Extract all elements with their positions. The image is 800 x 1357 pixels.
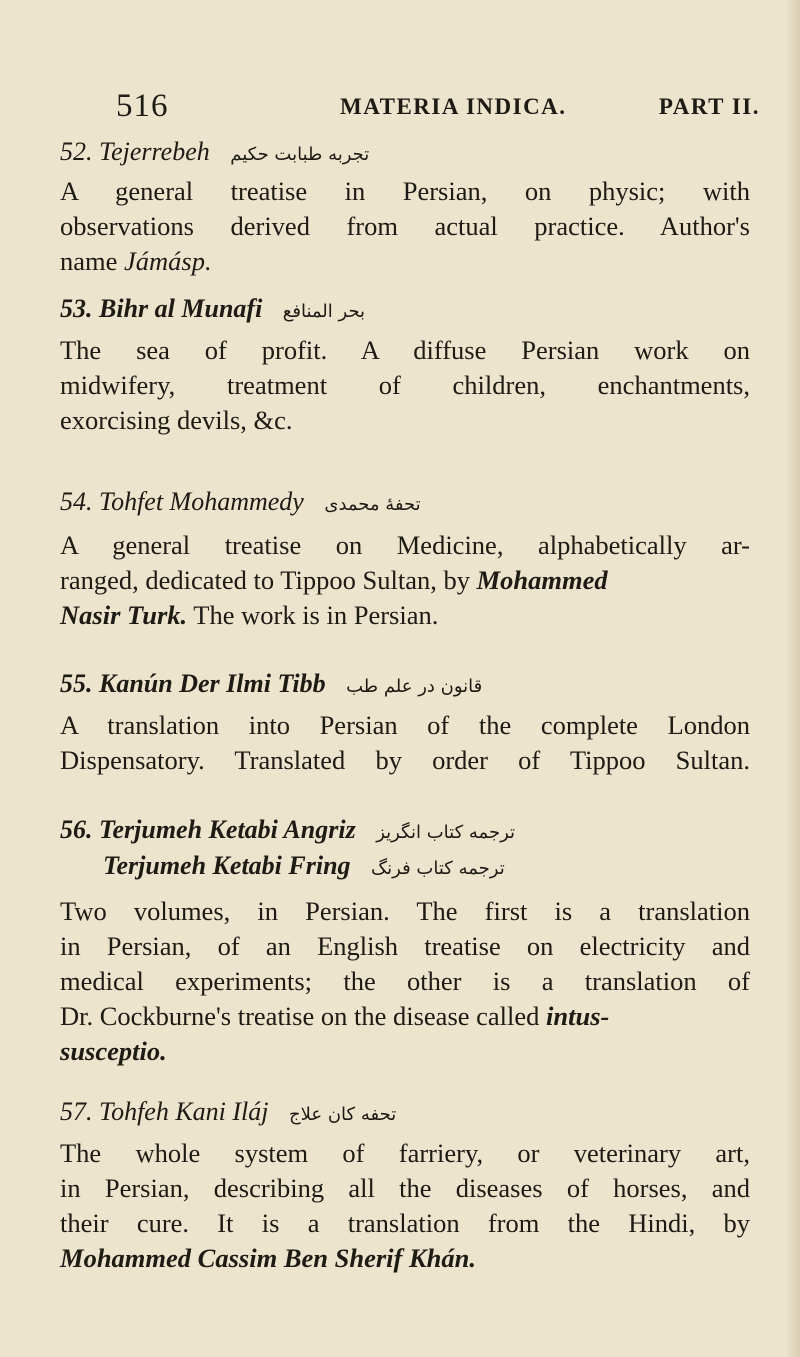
- text-line: A general treatise in Persian, on physic; with: [60, 176, 750, 206]
- arabic-title: ترجمه كتاب انگریز: [376, 822, 516, 843]
- disease-term-cont: susceptio.: [60, 1036, 167, 1066]
- entry-title: [60, 668, 482, 703]
- entry-number: 54.: [60, 487, 93, 516]
- part-label: PART II.: [658, 94, 760, 119]
- arabic-title: تحفهٔ محمدی: [324, 494, 421, 515]
- entry-number: 55.: [60, 669, 93, 698]
- entry-title: [60, 1096, 396, 1131]
- entry-name: Tohfet Mohammedy: [99, 487, 304, 516]
- entry-name: Tohfeh Kani Iláj: [99, 1097, 269, 1126]
- text-line: A translation into Persian of the complete London: [60, 710, 750, 740]
- entry-name: Tejerrebeh: [99, 137, 210, 166]
- arabic-title: بحر المنافع: [282, 301, 366, 322]
- entry-name-second: Terjumeh Ketabi Fring: [103, 851, 351, 880]
- entry-name: Kanún Der Ilmi Tibb: [99, 669, 326, 698]
- running-header: [116, 88, 766, 128]
- text-line: ranged, dedicated to Tippoo Sultan, by: [60, 565, 477, 595]
- entry-title: [60, 486, 421, 521]
- running-title: MATERIA INDICA.: [340, 94, 567, 119]
- author-name: Mohammed: [476, 565, 608, 595]
- disease-term: intus-: [546, 1001, 610, 1031]
- text-line: midwifery, treatment of children, enchantments,: [60, 370, 750, 400]
- entry-number: 57.: [60, 1097, 93, 1126]
- text-line: The work is in Persian.: [187, 600, 439, 630]
- text-line: name: [60, 246, 125, 276]
- text-line: their cure. It is a translation from the Hindi, by: [60, 1208, 750, 1238]
- entry-number: 52.: [60, 137, 93, 166]
- author-name: Mohammed Cassim Ben Sherif Khán.: [60, 1243, 477, 1273]
- entry-title-second: [103, 850, 505, 885]
- text-line: observations derived from actual practice. Author's: [60, 211, 750, 241]
- arabic-title: تحفه كان علاج: [289, 1104, 397, 1125]
- page-number: 516: [116, 88, 169, 124]
- entry-description: [60, 894, 750, 1069]
- text-line: Dr. Cockburne's treatise on the disease called: [60, 1001, 547, 1031]
- text-line: The whole system of farriery, or veterinary art,: [60, 1138, 750, 1168]
- text-line: in Persian, describing all the diseases of horses, and: [60, 1173, 750, 1203]
- text-line: Dispensatory. Translated by order of Tippoo Sultan.: [60, 745, 750, 775]
- entry-number: 53.: [60, 294, 93, 323]
- page-edge-shadow: [786, 0, 800, 1357]
- entry-name: Terjumeh Ketabi Angriz: [99, 815, 356, 844]
- entry-description: [60, 1136, 750, 1276]
- entry-title: [60, 136, 369, 171]
- arabic-title-second: ترجمه كتاب فرنگ: [371, 858, 505, 879]
- entry-description: [60, 333, 750, 438]
- entry-title: [60, 814, 515, 849]
- text-line: exorcising devils, &c.: [60, 405, 293, 435]
- entry-name: Bihr al Munafi: [99, 294, 263, 323]
- text-line: Two volumes, in Persian. The first is a translation: [60, 896, 750, 926]
- text-line: medical experiments; the other is a translation of: [60, 966, 750, 996]
- author-name: Jámásp.: [124, 246, 212, 276]
- text-line: A general treatise on Medicine, alphabetically ar-: [60, 530, 750, 560]
- entry-description: [60, 708, 750, 778]
- entry-title: [60, 293, 365, 328]
- text-line: in Persian, of an English treatise on electricity and: [60, 931, 750, 961]
- arabic-title: تجربه طبابت حكيم: [230, 144, 370, 165]
- entry-description: [60, 174, 750, 279]
- author-name-cont: Nasir Turk.: [60, 600, 188, 630]
- entry-number: 56.: [60, 815, 93, 844]
- entry-description: [60, 528, 750, 633]
- arabic-title: قانون در علم طب: [346, 676, 483, 697]
- text-line: The sea of profit. A diffuse Persian work on: [60, 335, 750, 365]
